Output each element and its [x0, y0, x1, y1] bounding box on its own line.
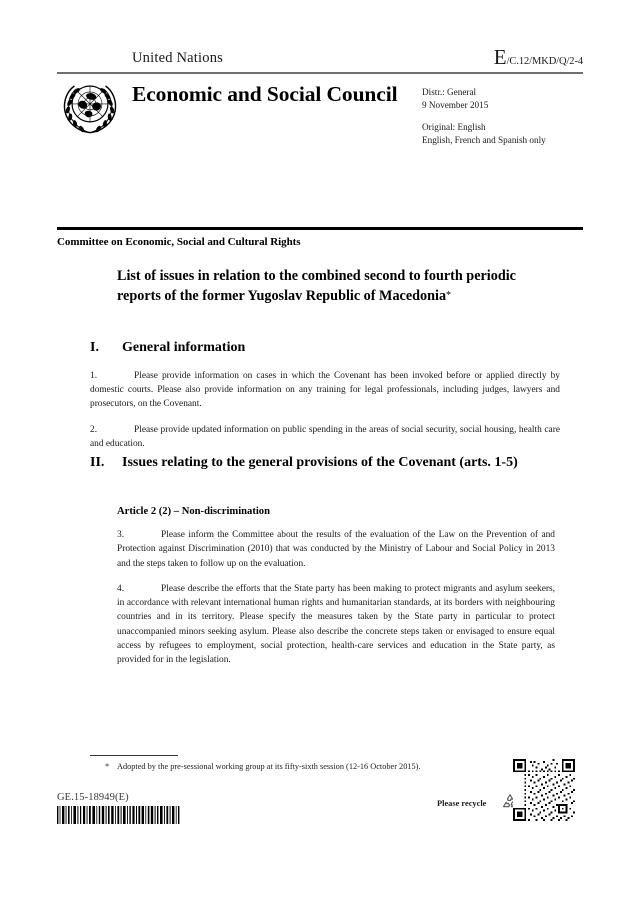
masthead-thick-rule — [57, 227, 583, 230]
masthead-top-row — [57, 45, 583, 70]
masthead-body — [57, 78, 583, 158]
original-language: Original: English — [422, 122, 486, 133]
barcode — [57, 806, 181, 824]
masthead-thin-rule — [57, 72, 583, 74]
un-emblem — [60, 80, 120, 135]
document-symbol — [494, 47, 583, 69]
paragraph-number: 3. — [117, 530, 125, 540]
section-title: General information — [122, 340, 246, 355]
document-symbol-prefix: E — [493, 45, 507, 69]
paragraph-number: 2. — [90, 424, 98, 435]
paragraph-text: Please provide information on cases in which the Covenant has been invoked before or applied directly by domestic courts. Please also provide information on any training for legal professionals, including judges, lawyers and prosecutors, on the Covenant. — [90, 370, 560, 410]
recycle-notice — [437, 796, 507, 816]
paragraph-text: Please provide updated information on public spending in the areas of social security, social housing, health care and education. — [90, 424, 560, 450]
committee-name: Committee on Economic, Social and Cultural Rights — [57, 236, 301, 248]
distribution-spacer — [422, 112, 546, 121]
page-title-text: List of issues in relation to the combined second to fourth periodic reports of the former Yugoslav Republic of Macedonia — [117, 268, 516, 305]
qr-code — [513, 759, 575, 821]
paragraph-text: Please describe the efforts that the State party has been making to protect migrants and asylum seekers, in accordance with relevant international human rights and humanitarian standards, at its borders with neighbouring countries and in its territory. Please specify the measures taken by the State party in particular to protect unaccompanied minors seeking asylum. Please also describe the concrete steps taken or envisaged to ensure equal access by refugees to employment, social protection, health-care services and education in the State party, as provided for in the legislation. — [117, 583, 555, 666]
paragraph-text: Please inform the Committee about the results of the evaluation of the Law on the Prevention of and Protection against Discrimination (2010) that was conducted by the Ministry of Labour and Social Policy in 2013 and the steps taken to follow up on the evaluation. — [117, 530, 555, 569]
section-number: I. — [90, 340, 99, 355]
footnote-text: Adopted by the pre-sessional working group at its fifty-sixth session (12-16 October 2015). — [117, 762, 421, 771]
organ-title: Economic and Social Council — [132, 82, 398, 106]
masthead — [57, 45, 583, 70]
available-languages: English, French and Spanish only — [422, 135, 546, 146]
paragraph — [90, 423, 560, 452]
section-heading — [90, 338, 560, 358]
paragraph-number: 1. — [90, 370, 98, 381]
distribution-block — [422, 86, 546, 147]
paragraph — [117, 528, 555, 571]
section-general-information — [90, 338, 560, 451]
section-heading — [90, 453, 560, 473]
title-footnote-marker: * — [446, 290, 452, 302]
recycle-label: Please recycle — [437, 799, 487, 808]
document-symbol-rest: /C.12/MKD/Q/2-4 — [506, 56, 583, 67]
section-number: II. — [90, 455, 105, 470]
section-title: Issues relating to the general provisions of the Covenant (arts. 1-5) — [122, 455, 518, 470]
footnote-marker: * — [105, 762, 110, 771]
page-title — [117, 266, 537, 306]
distribution-type: Distr.: General — [422, 87, 477, 97]
paragraph — [90, 369, 560, 412]
paragraph — [117, 582, 555, 668]
section-general-provisions — [90, 453, 560, 473]
footnote — [105, 761, 525, 773]
article-subheading: Article 2 (2) – Non-discrimination — [117, 506, 270, 517]
document-date: 9 November 2015 — [422, 100, 489, 111]
footnote-separator — [90, 755, 178, 756]
organization-name: United Nations — [132, 50, 223, 66]
job-number: GE.15-18949(E) — [57, 792, 129, 803]
paragraph-number: 4. — [117, 583, 125, 594]
article-block — [117, 506, 555, 668]
